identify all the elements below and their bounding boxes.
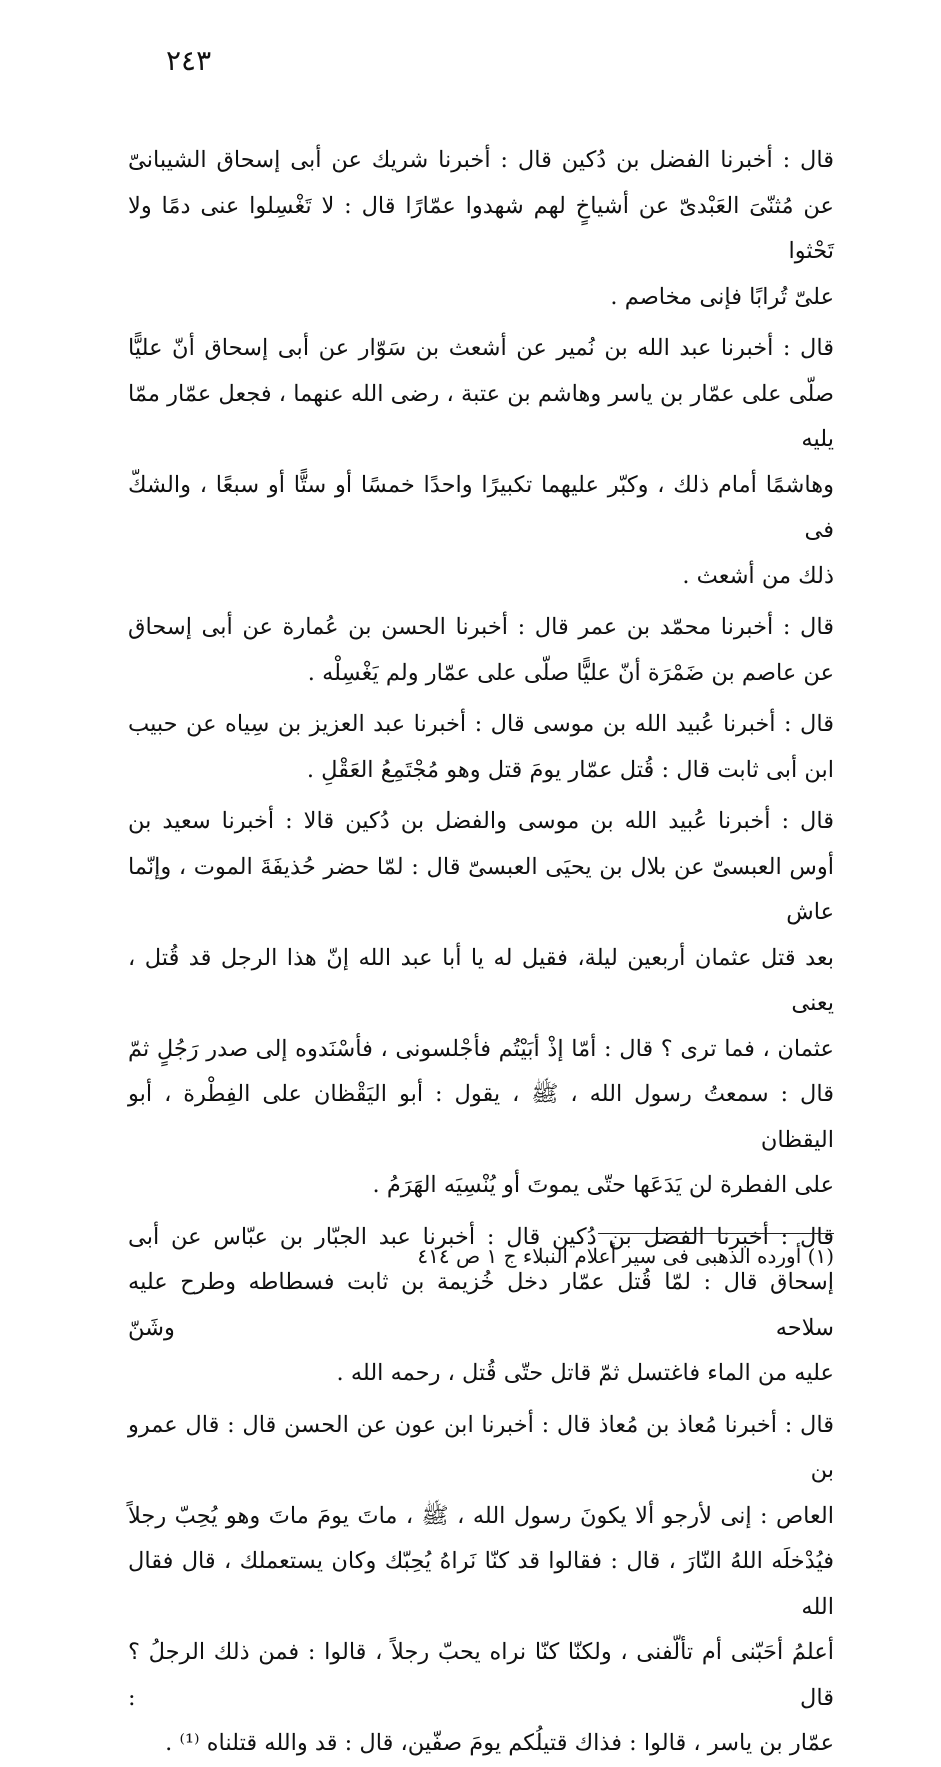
- paragraph: [128, 326, 834, 599]
- text-line: قال : أخبرنا محمّد بن عمر قال : أخبرنا الحسن بن عُمارة عن أبى إسحاق: [128, 614, 834, 640]
- text-line: قال : أخبرنا الفضل بن دُكين قال : أخبرنا عبد الجبّار بن عبّاس عن أبى: [128, 1223, 834, 1250]
- text-line: قال : أخبرنا عبد الله بن نُمير عن أشعث بن سَوّار عن أبى إسحاق أنّ عليًّا: [128, 335, 834, 361]
- text-line: قال : أخبرنا الفضل بن دُكين قال : أخبرنا شريك عن أبى إسحاق الشيبانىّ: [128, 147, 834, 173]
- text-line: فيُدْخلَه اللهُ النّارَ ، قال : فقالوا قد كنّا نَراهُ يُحِبّك وكان يستعملك ، قال فقال الله: [128, 1548, 834, 1620]
- text-line: عن مُثنّىَ العَبْدىّ عن أشياخٍ لهم شهدوا عمّارًا قال : لا تَغْسِلوا عنى دمًا ولا تَحْثوا: [128, 192, 834, 264]
- text-line: صلّى على عمّار بن ياسر وهاشم بن عتبة ، رضى الله عنهما ، فجعل عمّار ممّا يليه: [128, 380, 834, 452]
- paragraph: [128, 799, 834, 1209]
- text-line: عليه من الماء فاغتسل ثمّ قاتل حتّى قُتل ، رحمه الله .: [336, 1360, 834, 1386]
- text-line: عمّار بن ياسر ، قالوا : فذاك قتيلُكم يومَ صفّين، قال : قد والله قتلناه ⁽¹⁾ .: [165, 1730, 834, 1756]
- paragraph: [128, 1403, 834, 1767]
- text-line: قال : أخبرنا عُبيد الله بن موسى والفضل بن دُكين قالا : أخبرنا سعيد بن: [128, 808, 834, 834]
- text-line: على الفطرة لن يَدَعَها حتّى يموتَ أو يُنْسِيَه الهَرَمُ .: [372, 1172, 834, 1198]
- text-line: وهاشمًا أمام ذلك ، وكبّر عليهما تكبيرًا واحدًا خمسًا أو ستًّا أو سبعًا ، والشكّ فى: [128, 471, 834, 543]
- paragraph: [128, 605, 834, 696]
- text-line: العاص : إنى لأرجو ألا يكونَ رسول الله ، ﷺ ، ماتَ يومَ ماتَ وهو يُحِبّ رجلاً: [128, 1502, 834, 1529]
- footnote-divider: [598, 1233, 834, 1234]
- footnote: (١) أورده الذهبى فى سير أعلام النبلاء ج ١ ص ٤١٤: [417, 1244, 834, 1268]
- text-line: ابن أبى ثابت قال : قُتل عمّار يومَ قتل وهو مُجْتَمِعُ العَقْلِ .: [306, 756, 834, 783]
- text-line: قال : أخبرنا عُبيد الله بن موسى قال : أخبرنا عبد العزيز بن سِياه عن حبيب: [128, 711, 834, 737]
- text-line: أوس العبسىّ عن بلال بن يحيَى العبسىّ قال : لمّا حضر حُذيفَةَ الموت ، وإنّما عاش: [128, 853, 834, 925]
- paragraph: [128, 1215, 834, 1397]
- text-line: علىّ تُرابًا فإنى مخاصم .: [610, 283, 834, 310]
- paragraph: [128, 702, 834, 793]
- text-line: بعد قتل عثمان أربعين ليلة، فقيل له يا أبا عبد الله إنّ هذا الرجل قد قُتل ، يعنى: [128, 944, 834, 1016]
- text-line: عثمان ، فما ترى ؟ قال : أمّا إذْ أبَيْتُم فأجْلسونى ، فأسْنَدوه إلى صدر رَجُلٍ ثمّ: [128, 1035, 834, 1062]
- text-line: ذلك من أشعث .: [682, 562, 834, 589]
- page-number: ٢٤٣: [166, 44, 212, 77]
- text-line: عن عاصم بن ضَمْرَة أنّ عليًّا صلّى على عمّار ولم يَغْسِلْه .: [307, 659, 834, 686]
- text-line: إسحاق قال : لمّا قُتل عمّار دخل خُزيمة بن ثابت فسطاطه وطرح عليه سلاحه وشَنّ: [128, 1269, 834, 1341]
- text-line: قال : سمعتُ رسول الله ، ﷺ ، يقول : أبو اليَقْظان على الفِطْرة ، أبو اليقظان: [128, 1081, 834, 1153]
- body-text: [128, 138, 834, 1767]
- paragraph: [128, 138, 834, 320]
- text-line: أعلمُ أحَبّنى أم تألّفنى ، ولكنّا كنّا نراه يحبّ رجلاً ، قالوا : فمن ذلك الرجلُ ؟ قال :: [128, 1639, 834, 1711]
- text-line: قال : أخبرنا مُعاذ بن مُعاذ قال : أخبرنا ابن عون عن الحسن قال : قال عمرو بن: [128, 1411, 834, 1483]
